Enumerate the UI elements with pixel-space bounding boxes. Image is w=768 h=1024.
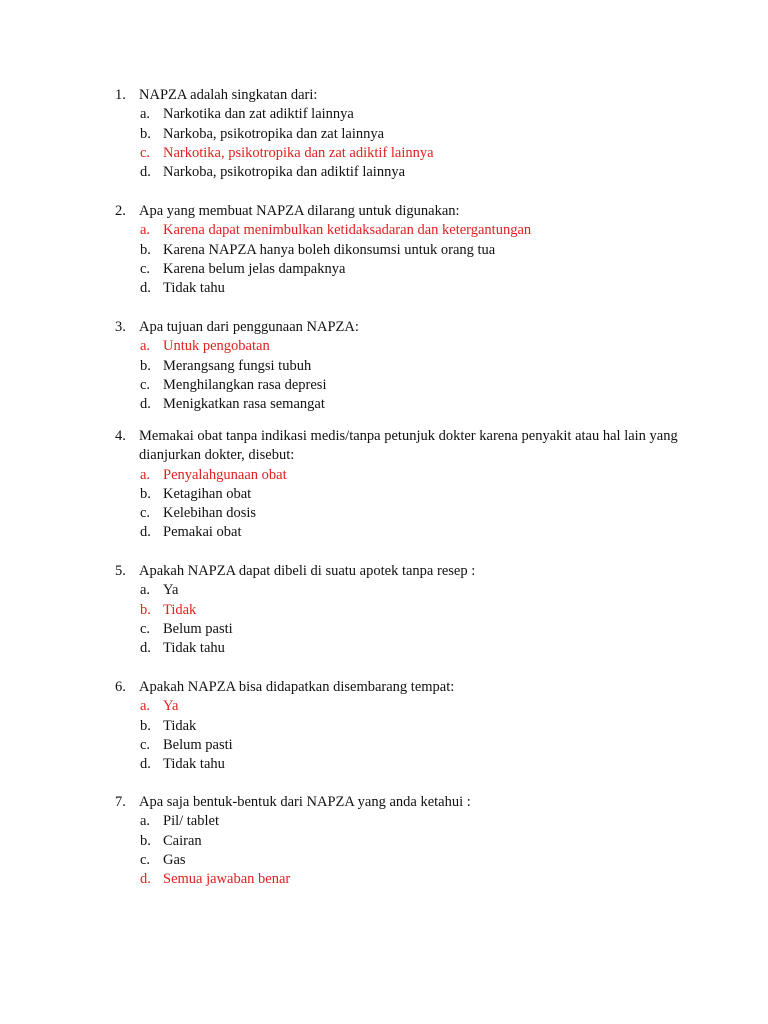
option-text: Pemakai obat xyxy=(163,524,242,541)
option-letter: c. xyxy=(140,144,151,161)
question-1 xyxy=(115,86,715,182)
option-a-correct xyxy=(115,697,715,716)
question-number: 6. xyxy=(115,679,126,695)
option-letter: b. xyxy=(140,485,151,502)
option-d xyxy=(115,395,715,414)
option-letter: b. xyxy=(140,601,151,618)
question-prompt: Apa yang membuat NAPZA dilarang untuk digunakan: xyxy=(139,203,460,219)
option-b-correct xyxy=(115,601,715,620)
option-text: Narkoba, psikotropika dan zat lainnya xyxy=(163,125,385,142)
option-letter: a. xyxy=(140,106,151,123)
option-c xyxy=(115,736,715,755)
question-3 xyxy=(115,318,715,414)
option-b xyxy=(115,357,715,376)
question-prompt: Apakah NAPZA dapat dibeli di suatu apotek tanpa resep : xyxy=(139,563,476,579)
option-text: Tidak tahu xyxy=(163,756,225,773)
question-number: 5. xyxy=(115,563,126,579)
option-c xyxy=(115,260,715,279)
question-4 xyxy=(115,427,715,543)
option-c xyxy=(115,504,715,523)
question-prompt: Apa saja bentuk-bentuk dari NAPZA yang anda ketahui : xyxy=(139,794,471,810)
option-text: Karena dapat menimbulkan ketidaksadaran dan ketergantungan xyxy=(163,222,532,239)
option-a-correct xyxy=(115,221,715,240)
option-letter: d. xyxy=(140,280,151,297)
question-prompt: Apa tujuan dari penggunaan NAPZA: xyxy=(139,319,359,335)
question-text xyxy=(115,427,715,466)
option-letter: c. xyxy=(140,505,151,522)
option-letter: c. xyxy=(140,736,151,753)
option-text: Cairan xyxy=(163,832,202,849)
option-text: Ya xyxy=(163,582,179,599)
option-text: Narkotika, psikotropika dan zat adiktif lainnya xyxy=(163,144,434,161)
option-text: Menigkatkan rasa semangat xyxy=(163,396,325,413)
option-c-correct xyxy=(115,144,715,163)
option-c xyxy=(115,851,715,870)
option-text: Tidak tahu xyxy=(163,640,225,657)
question-prompt: Apakah NAPZA bisa didapatkan disembarang tempat: xyxy=(139,679,455,695)
question-prompt: Memakai obat tanpa indikasi medis/tanpa petunjuk dokter karena penyakit atau hal lain yang dianjurkan dokter, disebut: xyxy=(139,428,678,464)
question-prompt: NAPZA adalah singkatan dari: xyxy=(139,87,318,103)
question-number: 4. xyxy=(115,428,126,444)
option-b xyxy=(115,241,715,260)
option-letter: d. xyxy=(140,756,151,773)
option-text: Pil/ tablet xyxy=(163,813,219,830)
option-d xyxy=(115,163,715,182)
option-text: Menghilangkan rasa depresi xyxy=(163,376,327,393)
option-text: Tidak xyxy=(163,601,197,618)
option-a-correct xyxy=(115,337,715,356)
option-b xyxy=(115,485,715,504)
option-letter: b. xyxy=(140,241,151,258)
option-text: Narkotika dan zat adiktif lainnya xyxy=(163,106,354,123)
question-2 xyxy=(115,202,715,298)
option-letter: a. xyxy=(140,466,151,483)
option-letter: d. xyxy=(140,640,151,657)
option-c xyxy=(115,376,715,395)
option-d xyxy=(115,755,715,774)
option-text: Belum pasti xyxy=(163,620,233,637)
option-letter: b. xyxy=(140,125,151,142)
option-text: Untuk pengobatan xyxy=(163,338,270,355)
option-a-correct xyxy=(115,466,715,485)
option-letter: c. xyxy=(140,851,151,868)
question-text xyxy=(115,793,715,812)
option-text: Ketagihan obat xyxy=(163,485,252,502)
question-number: 1. xyxy=(115,87,126,103)
option-text: Narkoba, psikotropika dan adiktif lainnya xyxy=(163,164,406,181)
question-number: 2. xyxy=(115,203,126,219)
option-letter: c. xyxy=(140,260,151,277)
option-letter: a. xyxy=(140,698,151,715)
option-letter: b. xyxy=(140,717,151,734)
option-b xyxy=(115,125,715,144)
option-a xyxy=(115,812,715,831)
option-a xyxy=(115,581,715,600)
question-text xyxy=(115,562,715,581)
option-letter: a. xyxy=(140,222,151,239)
option-letter: d. xyxy=(140,164,151,181)
option-text: Karena belum jelas dampaknya xyxy=(163,260,346,277)
option-d xyxy=(115,639,715,658)
option-letter: c. xyxy=(140,620,151,637)
option-text: Tidak xyxy=(163,717,197,734)
option-letter: b. xyxy=(140,832,151,849)
option-letter: b. xyxy=(140,357,151,374)
question-number: 3. xyxy=(115,319,126,335)
option-letter: a. xyxy=(140,338,151,355)
option-text: Penyalahgunaan obat xyxy=(163,466,287,483)
option-text: Merangsang fungsi tubuh xyxy=(163,357,312,374)
option-text: Ya xyxy=(163,698,179,715)
question-text xyxy=(115,202,715,221)
question-number: 7. xyxy=(115,794,126,810)
option-text: Tidak tahu xyxy=(163,280,225,297)
question-text xyxy=(115,318,715,337)
option-b xyxy=(115,832,715,851)
option-text: Belum pasti xyxy=(163,736,233,753)
option-letter: d. xyxy=(140,396,151,413)
option-d xyxy=(115,523,715,542)
option-d-correct xyxy=(115,870,715,889)
question-text xyxy=(115,678,715,697)
question-5 xyxy=(115,562,715,658)
question-6 xyxy=(115,678,715,774)
question-7 xyxy=(115,793,715,889)
option-letter: d. xyxy=(140,871,151,888)
question-text xyxy=(115,86,715,105)
option-a xyxy=(115,105,715,124)
option-letter: a. xyxy=(140,582,151,599)
option-letter: a. xyxy=(140,813,151,830)
option-text: Kelebihan dosis xyxy=(163,505,257,522)
option-letter: c. xyxy=(140,376,151,393)
option-c xyxy=(115,620,715,639)
option-letter: d. xyxy=(140,524,151,541)
option-text: Gas xyxy=(163,851,186,868)
option-d xyxy=(115,279,715,298)
option-b xyxy=(115,717,715,736)
option-text: Karena NAPZA hanya boleh dikonsumsi untuk orang tua xyxy=(163,241,496,258)
option-text: Semua jawaban benar xyxy=(163,871,291,888)
